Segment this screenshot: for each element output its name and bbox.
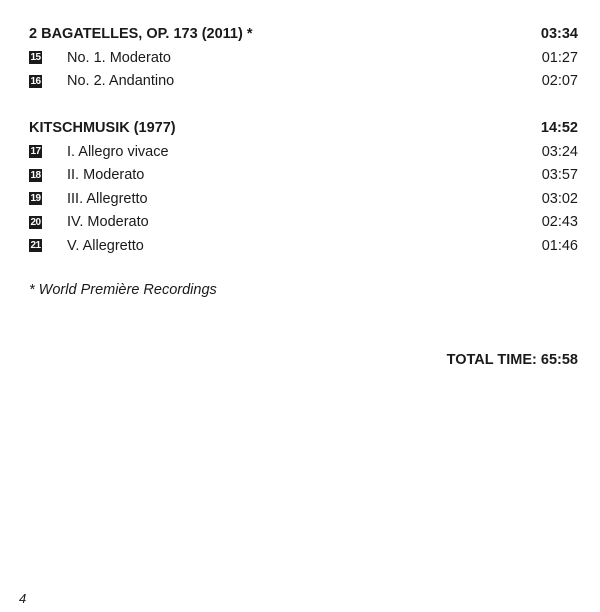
work-bagatelles — [29, 22, 578, 93]
footnote: * World Première Recordings — [29, 282, 217, 298]
work-kitschmusik — [29, 116, 578, 258]
track-number: 15 — [30, 52, 41, 64]
track-number: 17 — [30, 146, 41, 158]
track-row — [29, 140, 578, 164]
track-title: IV. Moderato — [67, 214, 149, 231]
track-time: 02:07 — [541, 73, 578, 90]
track-title: V. Allegretto — [67, 237, 144, 254]
track-row — [29, 46, 578, 70]
total-time: TOTAL TIME: 65:58 — [446, 352, 578, 368]
track-number: 21 — [30, 240, 41, 252]
track-title: III. Allegretto — [67, 190, 148, 207]
work-duration: 14:52 — [540, 120, 578, 136]
track-number: 19 — [30, 193, 41, 205]
track-row — [29, 164, 578, 188]
track-time: 03:57 — [541, 167, 578, 184]
track-time: 03:24 — [541, 143, 578, 160]
work-title: 2 BAGATELLES, OP. 173 (2011) * — [29, 26, 253, 42]
work-title: KITSCHMUSIK (1977) — [29, 120, 176, 136]
track-title: No. 1. Moderato — [67, 49, 171, 66]
track-row — [29, 211, 578, 235]
track-title: I. Allegro vivace — [67, 143, 169, 160]
track-row — [29, 234, 578, 258]
track-number: 18 — [30, 169, 41, 181]
track-number: 16 — [30, 75, 41, 87]
track-title: II. Moderato — [67, 167, 145, 184]
work-header — [29, 116, 578, 140]
track-time: 01:46 — [541, 237, 578, 254]
work-duration: 03:34 — [540, 26, 578, 42]
track-title: No. 2. Andantino — [67, 73, 175, 90]
track-time: 01:27 — [541, 49, 578, 66]
track-number: 20 — [30, 216, 41, 228]
track-time: 02:43 — [541, 214, 578, 231]
track-row — [29, 187, 578, 211]
track-row — [29, 70, 578, 94]
track-time: 03:02 — [541, 190, 578, 207]
page-number: 4 — [19, 591, 27, 606]
work-header — [29, 22, 578, 46]
